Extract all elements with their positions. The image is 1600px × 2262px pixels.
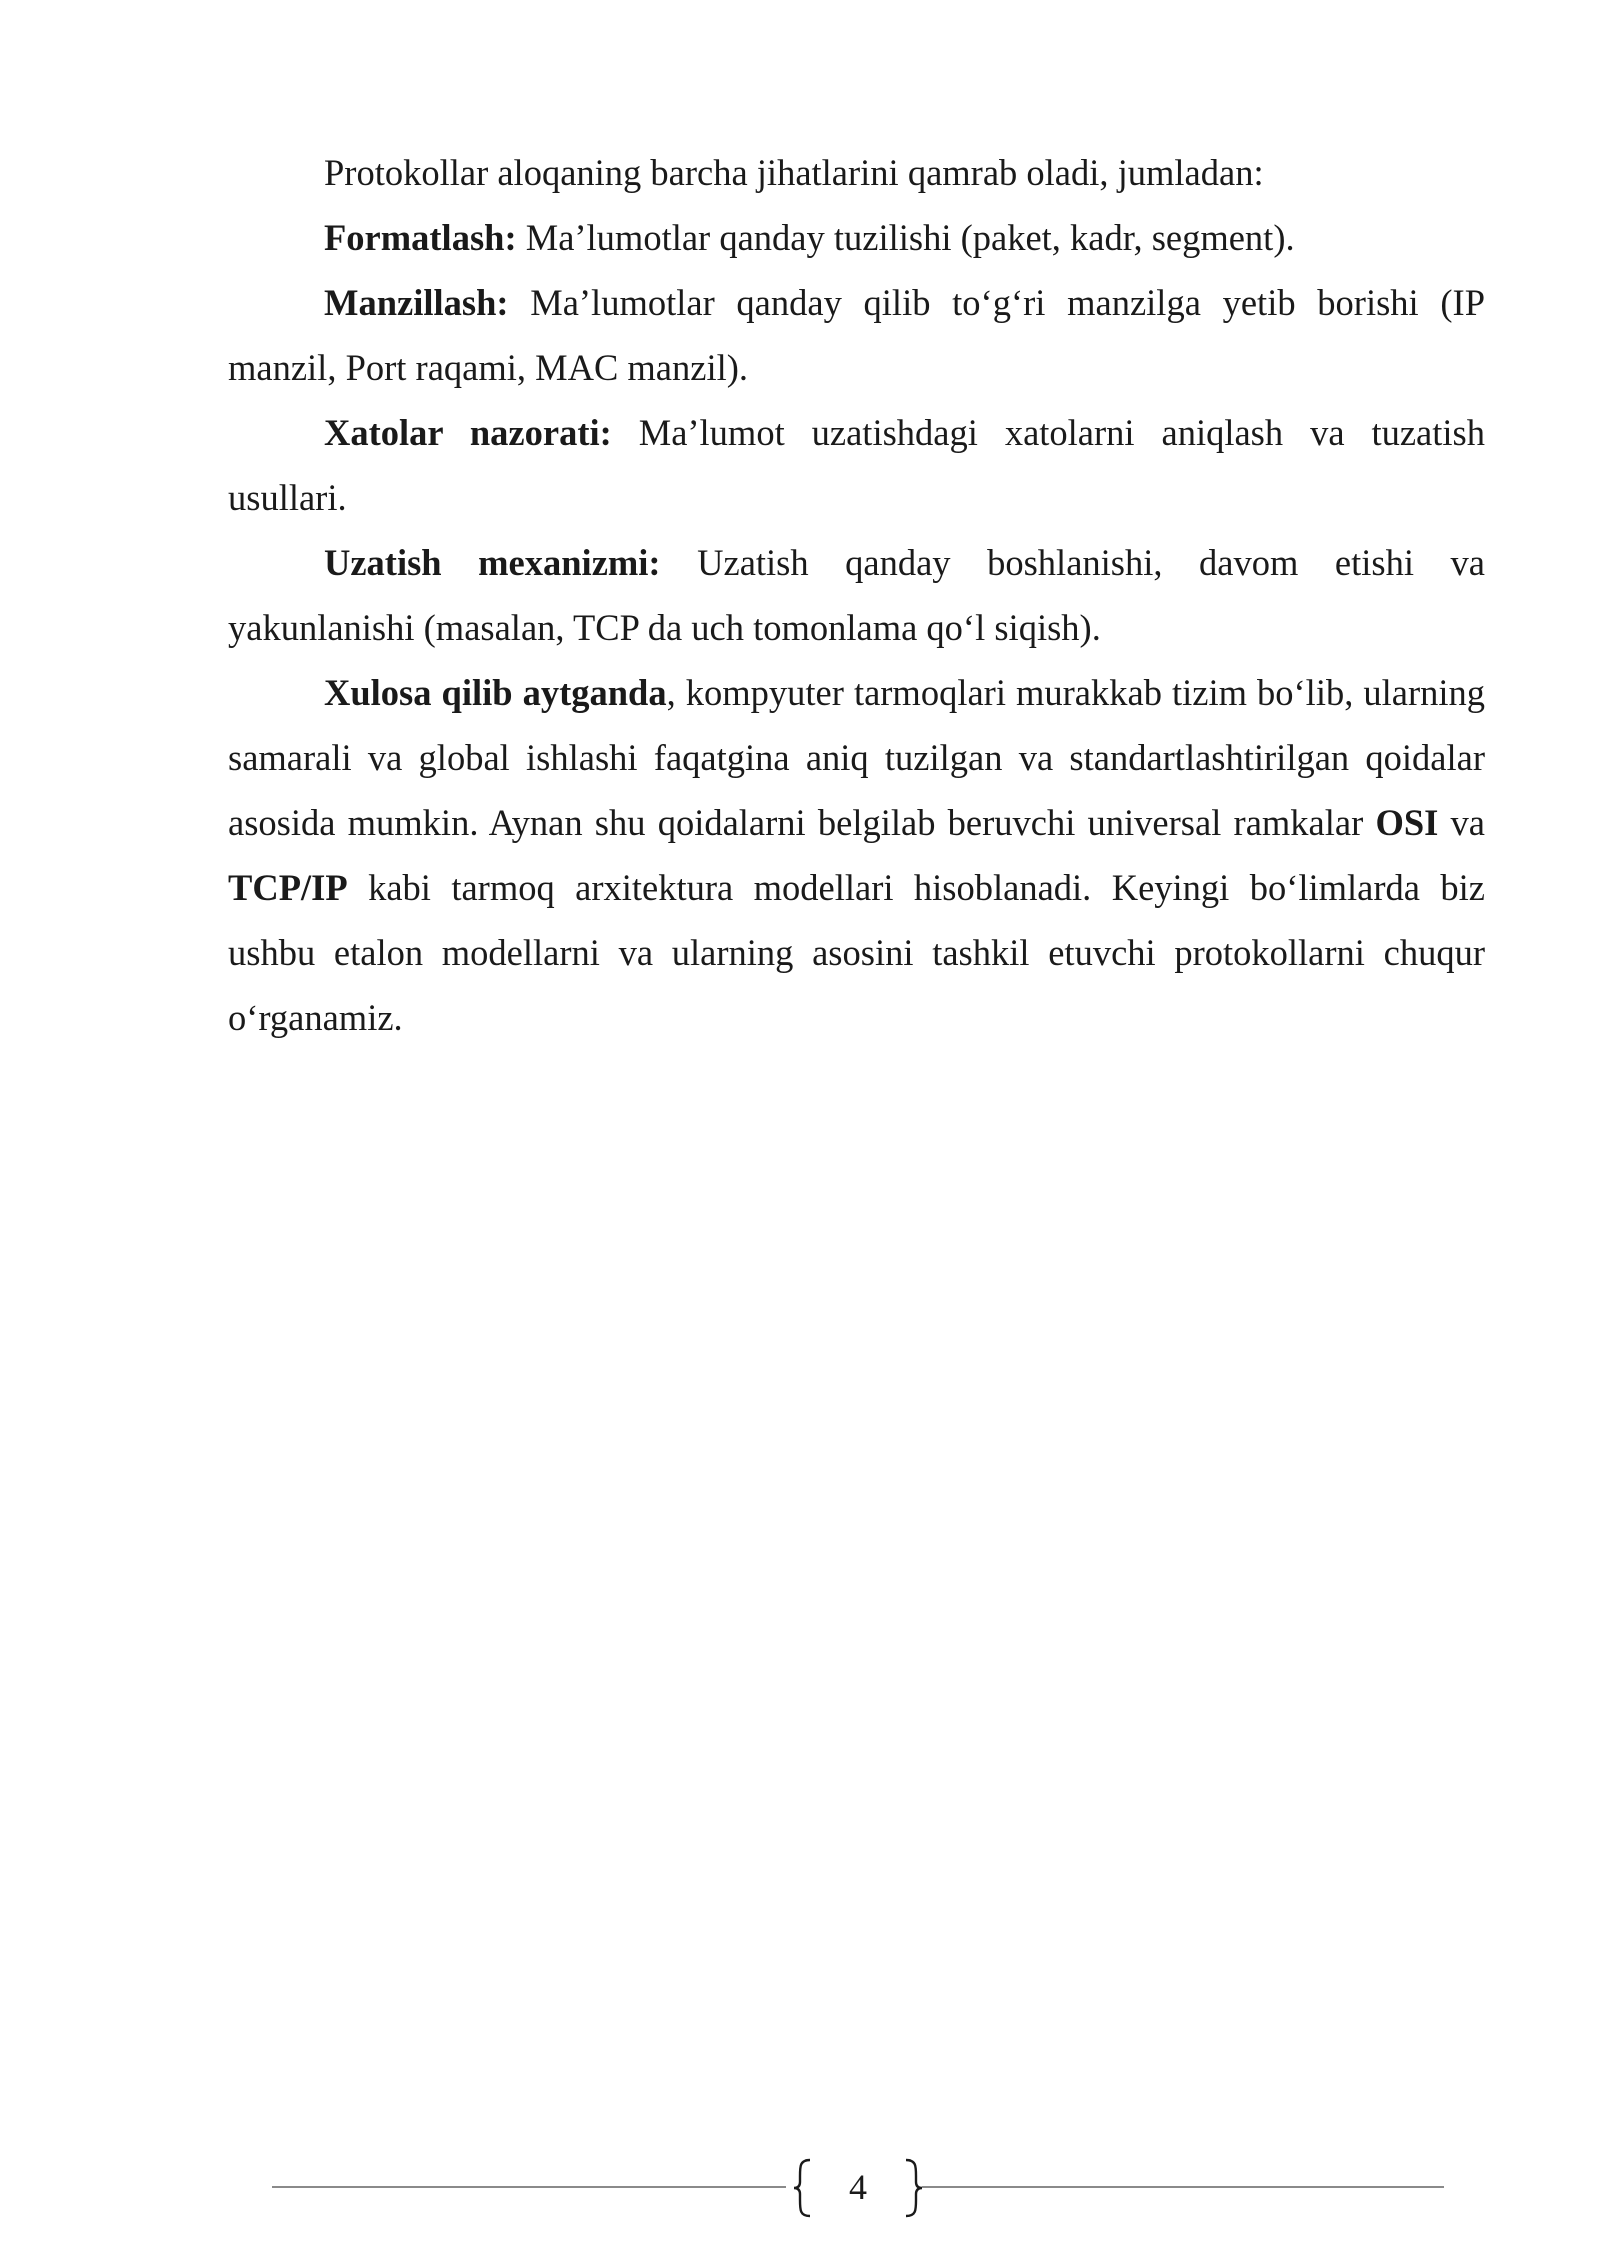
error-control-paragraph: [228, 400, 1485, 530]
addressing-text: Ma’lumotlar qanday qilib to‘g‘ri manzilga yetib borishi (IP manzil, Port raqami, MAC manzil).: [228, 282, 1485, 388]
conclusion-text-part3: kabi tarmoq arxitektura modellari hisoblanadi. Keyingi bo‘limlarda biz ushbu etalon modellarni va ularning asosini tashkil etuvchi protokollarni chuqur o‘rganamiz.: [228, 867, 1485, 1038]
transmission-paragraph: [228, 530, 1485, 660]
osi-term: OSI: [1375, 802, 1439, 843]
formatting-paragraph: [228, 205, 1485, 270]
intro-text: Protokollar aloqaning barcha jihatlarini qamrab oladi, jumladan:: [324, 152, 1264, 193]
transmission-term: Uzatish mexanizmi:: [324, 542, 661, 583]
conclusion-lead: Xulosa qilib aytganda: [324, 672, 667, 713]
addressing-term: Manzillash:: [324, 282, 509, 323]
formatting-term: Formatlash:: [324, 217, 517, 258]
intro-paragraph: [228, 140, 1485, 205]
page-footer: [272, 2152, 1444, 2222]
page-body: [228, 140, 1485, 1050]
right-brace-icon: [902, 2158, 924, 2218]
addressing-paragraph: [228, 270, 1485, 400]
error-control-term: Xatolar nazorati:: [324, 412, 612, 453]
conclusion-text-part1: , kompyuter tarmoqlari murakkab tizim bo‘lib, ularning samarali va global ishlashi faqatgina aniq tuzilgan va standartlashtirilgan qoidalar asosida mumkin. Aynan shu qoidalarni belgilab beruvchi universal ramkalar: [228, 672, 1486, 843]
footer-rule-left: [272, 2186, 786, 2188]
conclusion-paragraph: [228, 660, 1485, 1050]
footer-rule-right: [922, 2186, 1444, 2188]
page-number: 4: [849, 2167, 867, 2207]
transmission-text: Uzatish qanday boshlanishi, davom etishi va yakunlanishi (masalan, TCP da uch tomonlama qo‘l siqish).: [228, 542, 1485, 648]
formatting-text: Ma’lumotlar qanday tuzilishi (paket, kadr, segment).: [516, 217, 1295, 258]
conclusion-text-part2: va: [1438, 802, 1485, 843]
tcpip-term: TCP/IP: [228, 867, 348, 908]
error-control-text: Ma’lumot uzatishdagi xatolarni aniqlash va tuzatish usullari.: [228, 412, 1485, 518]
